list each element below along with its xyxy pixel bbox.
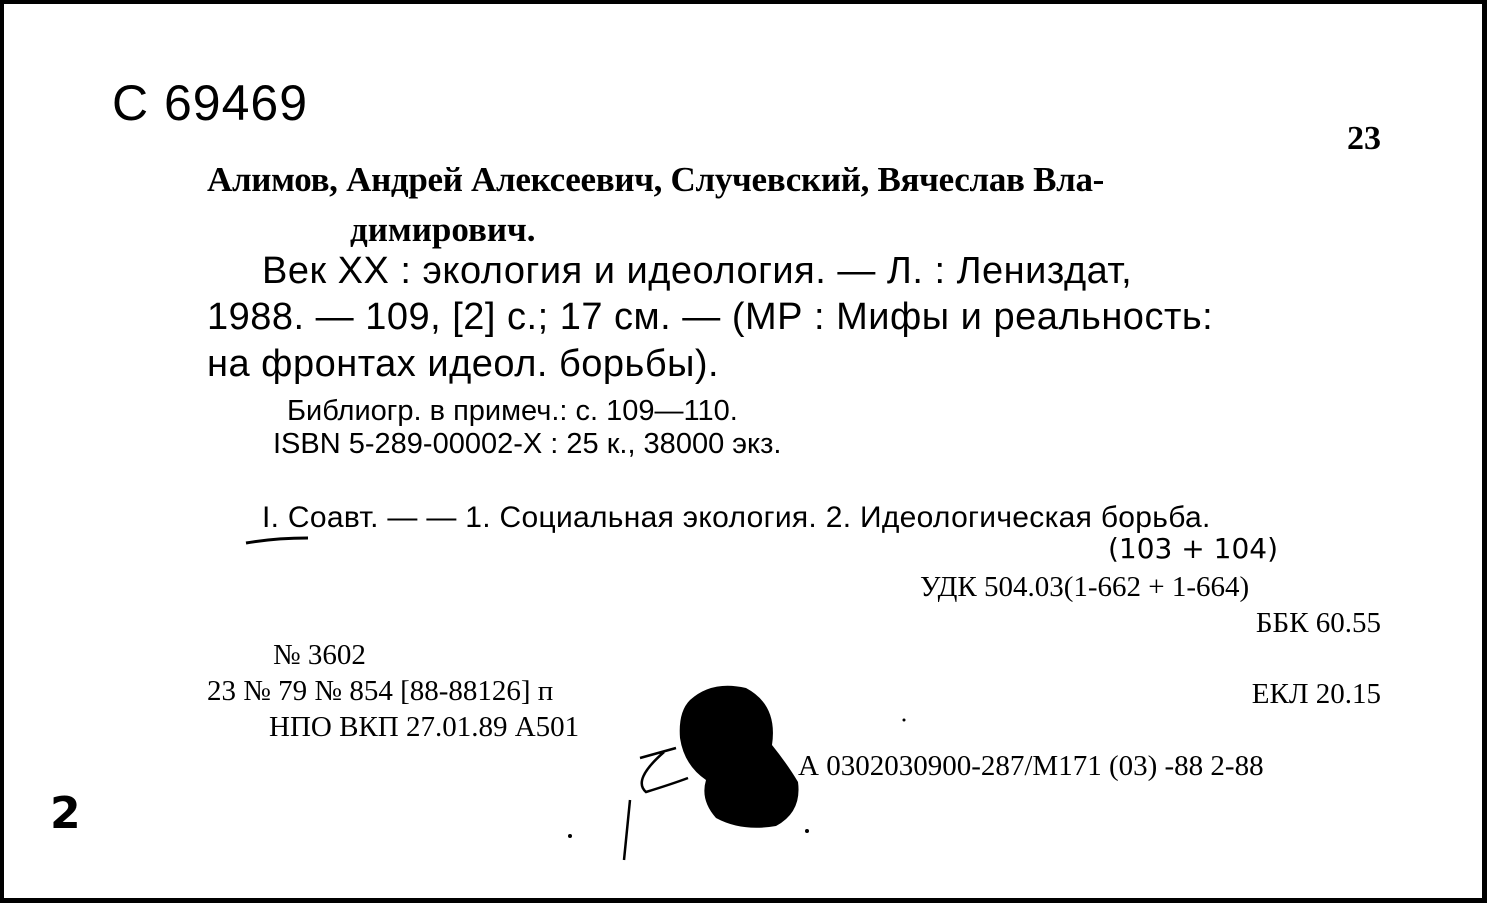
bibliography-note: Библиогр. в примеч.: с. 109—110. (287, 395, 738, 427)
subject-tracing: I. Соавт. — — 1. Социальная экология. 2. Идеологическая борьба. (262, 501, 1211, 534)
speck (805, 829, 809, 833)
authors-line-2: димирович. (350, 210, 536, 249)
print-info-line-1: 23 № 79 № 854 [88-88126] п (207, 675, 554, 707)
underline-stroke (246, 538, 308, 543)
print-info-line-2: НПО ВКП 27.01.89 А501 (269, 711, 580, 743)
classification-code: А 0302030900-287/М171 (03) -88 2-88 (798, 750, 1264, 782)
page-count: 23 (1347, 120, 1381, 157)
isbn-note: ISBN 5-289-00002-X : 25 к., 38000 экз. (273, 428, 782, 460)
speck (568, 834, 572, 838)
ekl-code: ЕКЛ 20.15 (1251, 678, 1381, 710)
handwritten-corner-mark: 2 (50, 788, 81, 839)
ink-blot (680, 686, 799, 828)
title-line-1: Век XX : экология и идеология. — Л. : Лениздат, (262, 250, 1133, 292)
title-line-2: 1988. — 109, [2] с.; 17 см. — (МР : Мифы и реальность: (207, 296, 1214, 338)
speck (903, 719, 906, 722)
title-line-3: на фронтах идеол. борьбы). (207, 343, 720, 385)
bbk-code: ББК 60.55 (1255, 607, 1381, 639)
order-number: № 3602 (273, 639, 366, 671)
authors-line-1: Алимов, Андрей Алексеевич, Случевский, Вячеслав Вла- (207, 160, 1105, 199)
handwritten-addition: (103 + 104) (1108, 532, 1278, 565)
udk-code: УДК 504.03(1-662 + 1-664) (920, 571, 1250, 603)
signature-scribble (624, 748, 688, 860)
call-number: C 69469 (112, 75, 309, 131)
